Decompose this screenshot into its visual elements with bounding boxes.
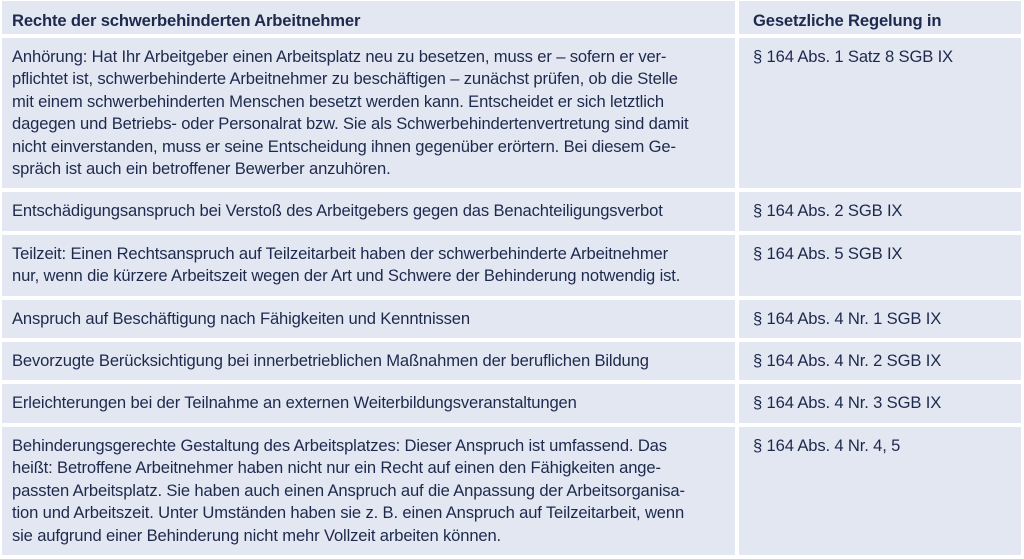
law-cell: § 164 Abs. 2 SGB IX [735, 192, 1021, 230]
header-law: Gesetzliche Regelung in [735, 1, 1021, 34]
right-text-line: passten Arbeitsplatz. Sie haben auch einen Anspruch auf die Anpassung der Arbeitsorganisa- [12, 480, 685, 500]
right-text-line: Anhörung: Hat Ihr Arbeitgeber einen Arbeitsplatz neu zu besetzen, muss er – sofern er ver- [12, 47, 667, 66]
rights-table [2, 0, 1021, 559]
table-row [2, 342, 1021, 380]
right-cell [2, 427, 735, 555]
table-row [2, 192, 1021, 230]
right-text-line: Bevorzugte Berücksichtigung bei innerbetrieblichen Maßnahmen der beruflichen Bildung [12, 351, 649, 371]
law-cell: § 164 Abs. 4 Nr. 1 SGB IX [735, 300, 1021, 338]
right-text-line: Erleichterungen bei der Teilnahme an externen Weiterbildungsveranstaltungen [12, 393, 577, 413]
right-cell [2, 38, 735, 188]
law-cell: § 164 Abs. 1 Satz 8 SGB IX [735, 38, 1021, 188]
law-cell: § 164 Abs. 4 Nr. 3 SGB IX [735, 384, 1021, 422]
table-header-row [2, 1, 1021, 34]
right-text-line: pflichtet ist, schwerbehinderte Arbeitnehmer zu beschäftigen – zunächst prüfen, ob die Stelle [12, 69, 678, 89]
right-text-line: nur, wenn die kürzere Arbeitszeit wegen der Art und Schwere der Behinderung notwendig ist. [12, 266, 681, 286]
law-cell: § 164 Abs. 4 Nr. 4, 5 [735, 427, 1021, 555]
right-text-line: tion und Arbeitszeit. Unter Umständen haben sie z. B. einen Anspruch auf Teilzeitarbeit, wenn [12, 503, 685, 523]
rights-table-container [2, 1, 1021, 559]
right-cell [2, 235, 735, 296]
right-cell [2, 300, 735, 338]
table-row [2, 427, 1021, 555]
right-text-line: Behinderungsgerechte Gestaltung des Arbeitsplatzes: Dieser Anspruch ist umfassend. Das [12, 435, 667, 455]
right-text-line: Teilzeit: Einen Rechtsanspruch auf Teilzeitarbeit haben der schwerbehinderte Arbeitnehmer [12, 243, 669, 263]
right-text-line: sie aufgrund einer Behinderung nicht mehr Vollzeit arbeiten können. [12, 525, 502, 545]
table-row [2, 235, 1021, 296]
table-row [2, 300, 1021, 338]
right-text-line: Anspruch auf Beschäftigung nach Fähigkeiten und Kenntnissen [12, 308, 470, 328]
right-text-line: Entschädigungsanspruch bei Verstoß des Arbeitgebers gegen das Benachteiligungsverbot [12, 201, 663, 221]
right-text-line: nicht einverstanden, muss er seine Entscheidung ihnen gegenüber erörtern. Bei diesem Ge- [12, 136, 676, 156]
right-text-line: heißt: Betroffene Arbeitnehmer haben nicht nur ein Recht auf einen den Fähigkeiten ange- [12, 458, 661, 478]
law-cell: § 164 Abs. 4 Nr. 2 SGB IX [735, 342, 1021, 380]
table-row [2, 38, 1021, 188]
law-cell: § 164 Abs. 5 SGB IX [735, 235, 1021, 296]
right-text-line: mit einem schwerbehinderten Menschen besetzt werden kann. Entscheidet er sich letztlich [12, 91, 664, 111]
right-text-line: spräch ist auch ein betroffener Bewerber anzuhören. [12, 159, 391, 179]
right-text-line: dagegen und Betriebs- oder Personalrat bzw. Sie als Schwerbehindertenvertretung sind damit [12, 114, 689, 134]
right-cell [2, 342, 735, 380]
table-row [2, 384, 1021, 422]
right-cell [2, 192, 735, 230]
right-cell [2, 384, 735, 422]
header-rights: Rechte der schwerbehinderten Arbeitnehmer [2, 1, 735, 34]
table-body [2, 38, 1021, 555]
